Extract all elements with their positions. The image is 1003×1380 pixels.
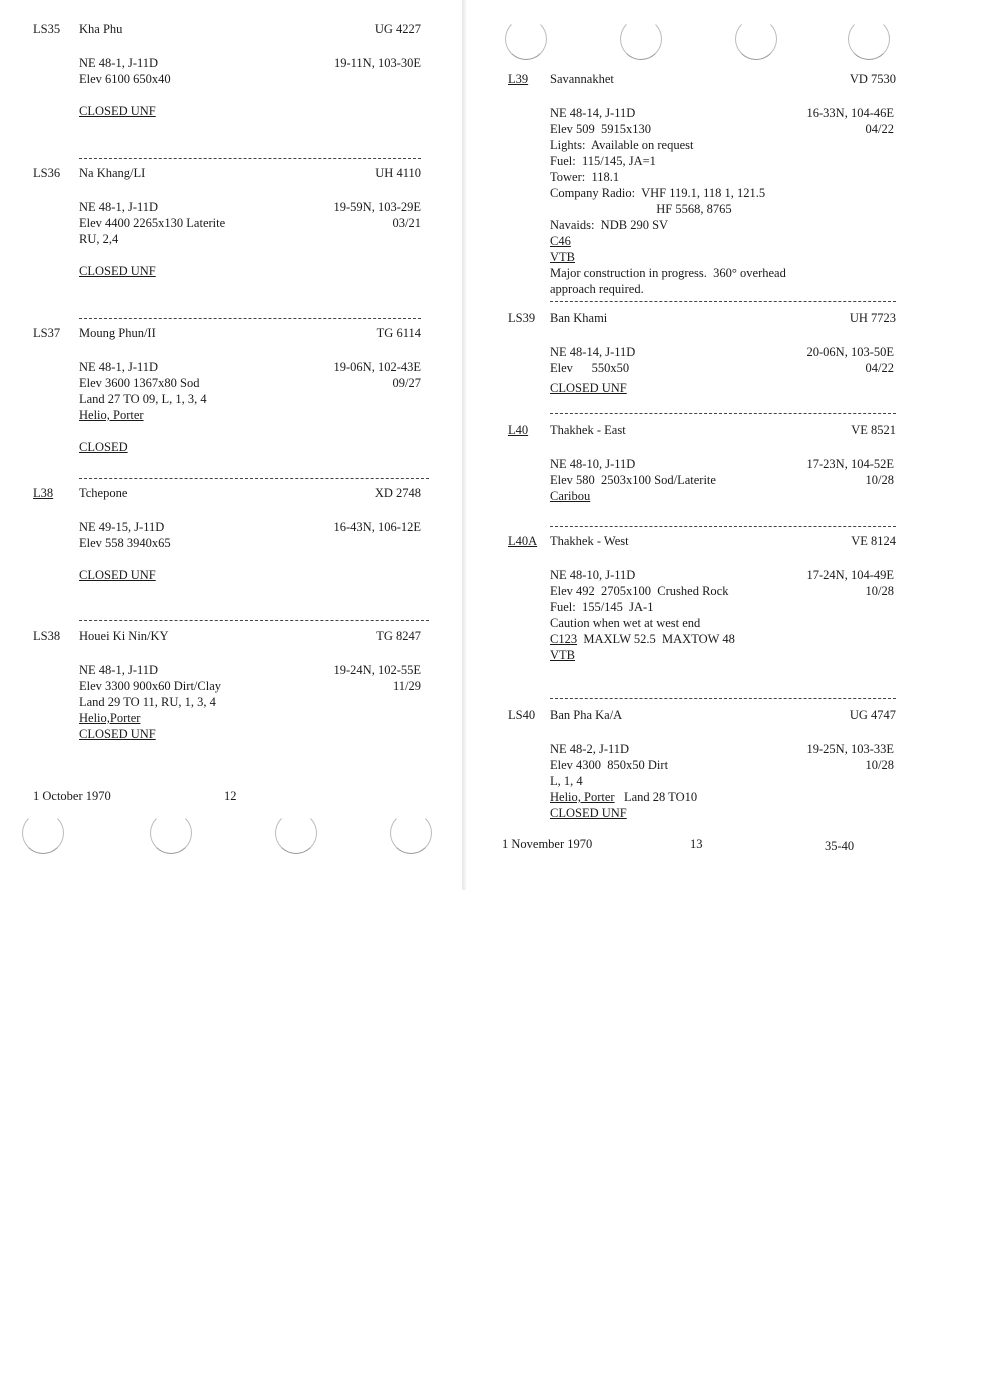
coordinates-line: 17-23N, 104-52E: [806, 457, 894, 471]
coordinates-line: 11/29: [392, 679, 421, 693]
site-name: Ban Khami: [550, 311, 608, 325]
grid-reference: UH 4110: [375, 166, 421, 180]
status-line: Helio,Porter: [79, 711, 141, 725]
detail-line: Elev 6100 650x40: [79, 72, 171, 86]
detail-line: [550, 790, 697, 805]
site-code: LS36: [33, 166, 61, 180]
footer-section: 35-40: [825, 839, 855, 853]
site-name: Moung Phun/II: [79, 326, 156, 340]
site-name: Kha Phu: [79, 22, 123, 36]
coordinates-line: 19-25N, 103-33E: [806, 742, 894, 756]
left-page: [0, 0, 462, 890]
binder-hole-icon: [848, 18, 890, 60]
detail-line: Elev 550x50: [550, 361, 630, 375]
detail-line: Lights: Available on request: [550, 138, 694, 152]
status-line: Caribou: [550, 489, 591, 503]
detail-line: Caution when wet at west end: [550, 616, 701, 630]
detail-line-underlined: C123: [550, 632, 578, 646]
footer-date: 1 October 1970: [33, 789, 111, 803]
footer-page: 13: [690, 837, 703, 851]
coordinates-line: 20-06N, 103-50E: [806, 345, 894, 359]
binder-hole-icon: [735, 18, 777, 60]
grid-reference: VE 8521: [851, 423, 896, 437]
site-name: Savannakhet: [550, 72, 614, 86]
site-code: LS39: [508, 311, 536, 325]
footer-page: 12: [224, 789, 237, 803]
grid-reference: TG 8247: [376, 629, 421, 643]
detail-line: HF 5568, 8765: [550, 202, 732, 216]
coordinates-line: 19-11N, 103-30E: [333, 56, 421, 70]
detail-line-rest: Land 28 TO10: [614, 790, 698, 804]
status-line: CLOSED UNF: [79, 568, 156, 582]
detail-line: Fuel: 155/145 JA-1: [550, 600, 654, 614]
right-page: [466, 0, 1003, 890]
site-code: LS40: [508, 708, 536, 722]
grid-reference: VE 8124: [851, 534, 896, 548]
coordinates-line: 17-24N, 104-49E: [806, 568, 894, 582]
detail-line: Elev 492 2705x100 Crushed Rock: [550, 584, 729, 598]
detail-line: Navaids: NDB 290 SV: [550, 218, 669, 232]
coordinates-line: 19-59N, 103-29E: [333, 200, 421, 214]
detail-line: Company Radio: VHF 119.1, 118 1, 121.5: [550, 186, 766, 200]
coordinates-line: 04/22: [865, 361, 894, 375]
detail-line: NE 48-10, J-11D: [550, 568, 636, 582]
binder-hole-icon: [390, 812, 432, 854]
detail-line: approach required.: [550, 282, 644, 296]
site-name: Houei Ki Nin/KY: [79, 629, 169, 643]
site-code: L39: [508, 72, 529, 86]
binder-hole-icon: [505, 18, 547, 60]
grid-reference: UG 4747: [849, 708, 896, 722]
site-code: L40: [508, 423, 529, 437]
coordinates-line: 09/27: [392, 376, 421, 390]
entry-separator: [79, 318, 421, 319]
site-name: Tchepone: [79, 486, 128, 500]
detail-line: NE 48-1, J-11D: [79, 56, 159, 70]
coordinates-line: 16-43N, 106-12E: [333, 520, 421, 534]
detail-line: NE 48-1, J-11D: [79, 200, 159, 214]
entry-separator: [550, 301, 896, 302]
status-line: VTB: [550, 648, 575, 662]
grid-reference: VD 7530: [849, 72, 896, 86]
status-line: CLOSED: [79, 440, 128, 454]
binder-hole-icon: [150, 812, 192, 854]
detail-line: NE 48-10, J-11D: [550, 457, 636, 471]
detail-line: Land 27 TO 09, L, 1, 3, 4: [79, 392, 207, 406]
coordinates-line: 19-06N, 102-43E: [333, 360, 421, 374]
coordinates-line: 16-33N, 104-46E: [806, 106, 894, 120]
site-code: LS37: [33, 326, 61, 340]
status-line: VTB: [550, 250, 575, 264]
detail-line: Elev 4400 2265x130 Laterite: [79, 216, 226, 230]
site-name: Ban Pha Ka/A: [550, 708, 623, 722]
entry-separator: [550, 413, 896, 414]
detail-line: Elev 580 2503x100 Sod/Laterite: [550, 473, 716, 487]
detail-line: L, 1, 4: [550, 774, 583, 788]
entry-separator: [550, 698, 896, 699]
detail-line: Major construction in progress. 360° overhead: [550, 266, 786, 280]
grid-reference: XD 2748: [374, 486, 421, 500]
site-code: L38: [33, 486, 54, 500]
entry-separator: [550, 526, 896, 527]
entry-separator: [79, 478, 429, 479]
detail-line-rest: MAXLW 52.5 MAXTOW 48: [577, 632, 735, 646]
status-line: CLOSED UNF: [79, 727, 156, 741]
status-line: C46: [550, 234, 571, 248]
detail-line: Elev 509 5915x130: [550, 122, 652, 136]
site-name: Na Khang/LI: [79, 166, 146, 180]
grid-reference: UH 7723: [849, 311, 896, 325]
detail-line: Tower: 118.1: [550, 170, 620, 184]
coordinates-line: 19-24N, 102-55E: [333, 663, 421, 677]
detail-line: Elev 4300 850x50 Dirt: [550, 758, 669, 772]
detail-line: NE 48-1, J-11D: [79, 360, 159, 374]
site-code: LS38: [33, 629, 61, 643]
grid-reference: UG 4227: [374, 22, 421, 36]
status-line: CLOSED UNF: [550, 806, 627, 820]
grid-reference: TG 6114: [376, 326, 421, 340]
coordinates-line: 04/22: [865, 122, 894, 136]
binder-hole-icon: [22, 812, 64, 854]
site-name: Thakhek - West: [550, 534, 629, 548]
detail-line: Land 29 TO 11, RU, 1, 3, 4: [79, 695, 216, 709]
entry-separator: [79, 158, 421, 159]
site-code: L40A: [508, 534, 538, 548]
detail-line: Elev 558 3940x65: [79, 536, 171, 550]
binder-hole-icon: [275, 812, 317, 854]
coordinates-line: 10/28: [865, 758, 894, 772]
detail-line-underlined: Helio, Porter: [550, 790, 615, 804]
detail-line: NE 48-14, J-11D: [550, 345, 636, 359]
status-line: Helio, Porter: [79, 408, 144, 422]
coordinates-line: 10/28: [865, 473, 894, 487]
status-line: CLOSED UNF: [79, 104, 156, 118]
site-code: LS35: [33, 22, 61, 36]
coordinates-line: 03/21: [392, 216, 421, 230]
detail-line: NE 48-2, J-11D: [550, 742, 630, 756]
detail-line: [550, 632, 735, 647]
detail-line: Elev 3300 900x60 Dirt/Clay: [79, 679, 221, 693]
site-name: Thakhek - East: [550, 423, 626, 437]
detail-line: Fuel: 115/145, JA=1: [550, 154, 656, 168]
detail-line: Elev 3600 1367x80 Sod: [79, 376, 200, 390]
coordinates-line: 10/28: [865, 584, 894, 598]
detail-line: NE 48-14, J-11D: [550, 106, 636, 120]
status-line: CLOSED UNF: [79, 264, 156, 278]
detail-line: NE 49-15, J-11D: [79, 520, 165, 534]
status-line: CLOSED UNF: [550, 381, 627, 395]
binder-hole-icon: [620, 18, 662, 60]
detail-line: NE 48-1, J-11D: [79, 663, 159, 677]
footer-date: 1 November 1970: [502, 837, 593, 851]
detail-line: RU, 2,4: [79, 232, 119, 246]
entry-separator: [79, 620, 429, 621]
